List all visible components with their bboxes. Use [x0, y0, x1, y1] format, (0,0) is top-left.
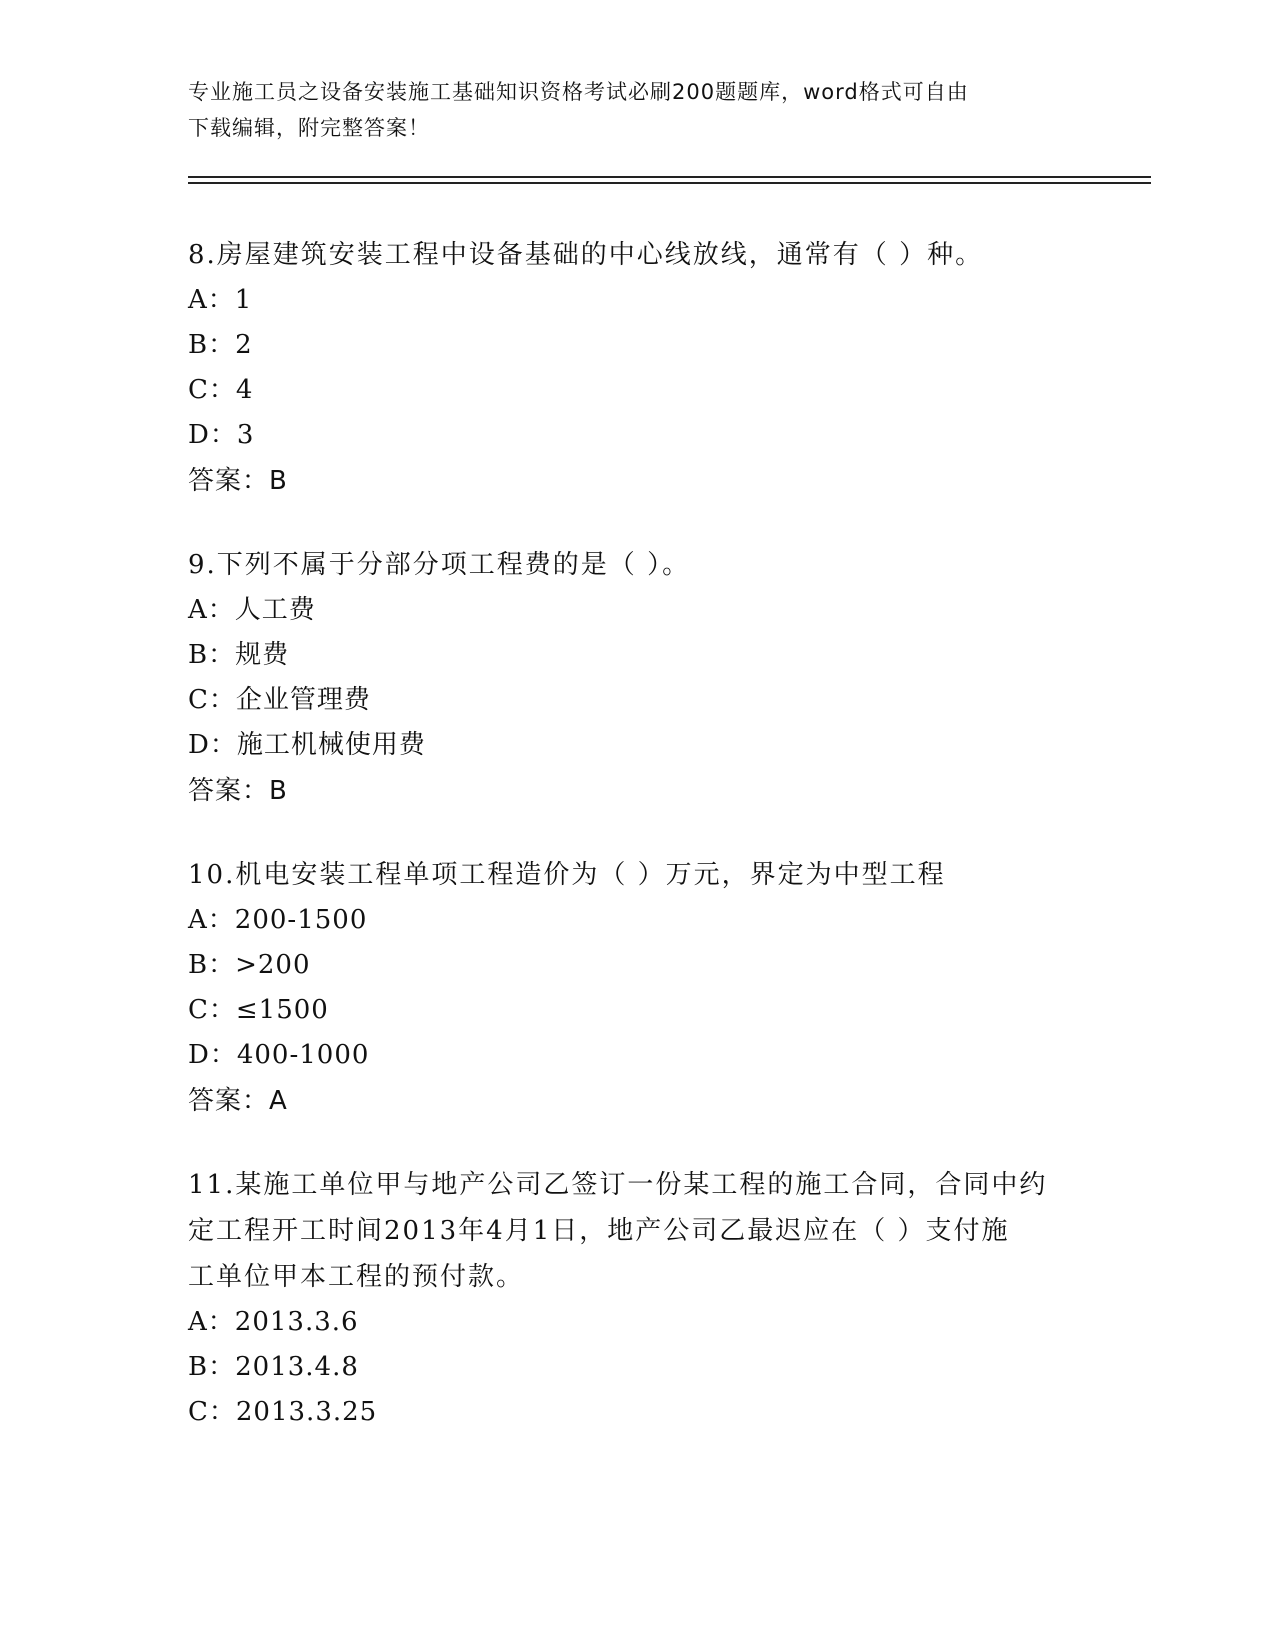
option-d: D：400-1000 [188, 1040, 370, 1070]
question-stem-line-1: 11.某施工单位甲与地产公司乙签订一份某工程的施工合同，合同中约 [188, 1170, 1048, 1200]
header-divider-bottom [188, 182, 1151, 184]
question-stem: 9.下列不属于分部分项工程费的是（ ）。 [188, 550, 691, 580]
option-c: C：4 [188, 375, 254, 405]
question-9 [188, 542, 1088, 814]
option-a: A：2013.3.6 [188, 1307, 359, 1337]
option-b: B：2 [188, 330, 253, 360]
question-stem-line-2: 定工程开工时间2013年4月1日，地产公司乙最迟应在（ ）支付施 [188, 1216, 1010, 1246]
option-b: B：2013.4.8 [188, 1352, 359, 1382]
question-11 [188, 1162, 1088, 1435]
option-c: C：企业管理费 [188, 685, 371, 715]
option-a: A：人工费 [188, 595, 316, 625]
option-d: D：3 [188, 420, 255, 450]
option-d: D：施工机械使用费 [188, 730, 426, 760]
option-b: B：规费 [188, 640, 290, 670]
header-title-line-2: 下载编辑，附完整答案！ [188, 116, 430, 140]
option-c: C：2013.3.25 [188, 1397, 378, 1427]
answer-line: 答案：A [188, 1086, 288, 1116]
option-a: A：1 [188, 285, 253, 315]
question-list [188, 232, 1088, 1473]
header-title-line-1: 专业施工员之设备安装施工基础知识资格考试必刷200题题库，word格式可自由 [188, 80, 969, 104]
option-b: B：>200 [188, 950, 311, 980]
option-c: C：≤1500 [188, 995, 329, 1025]
option-a: A：200-1500 [188, 905, 368, 935]
question-stem-line-3: 工单位甲本工程的预付款。 [188, 1262, 525, 1292]
answer-line: 答案：B [188, 776, 288, 806]
question-8 [188, 232, 1088, 504]
question-10 [188, 852, 1088, 1124]
header-divider-top [188, 176, 1151, 178]
question-stem: 8.房屋建筑安装工程中设备基础的中心线放线，通常有（ ）种。 [188, 240, 984, 270]
answer-line: 答案：B [188, 466, 288, 496]
document-header [188, 74, 1068, 146]
question-stem: 10.机电安装工程单项工程造价为（ ）万元，界定为中型工程 [188, 860, 946, 890]
